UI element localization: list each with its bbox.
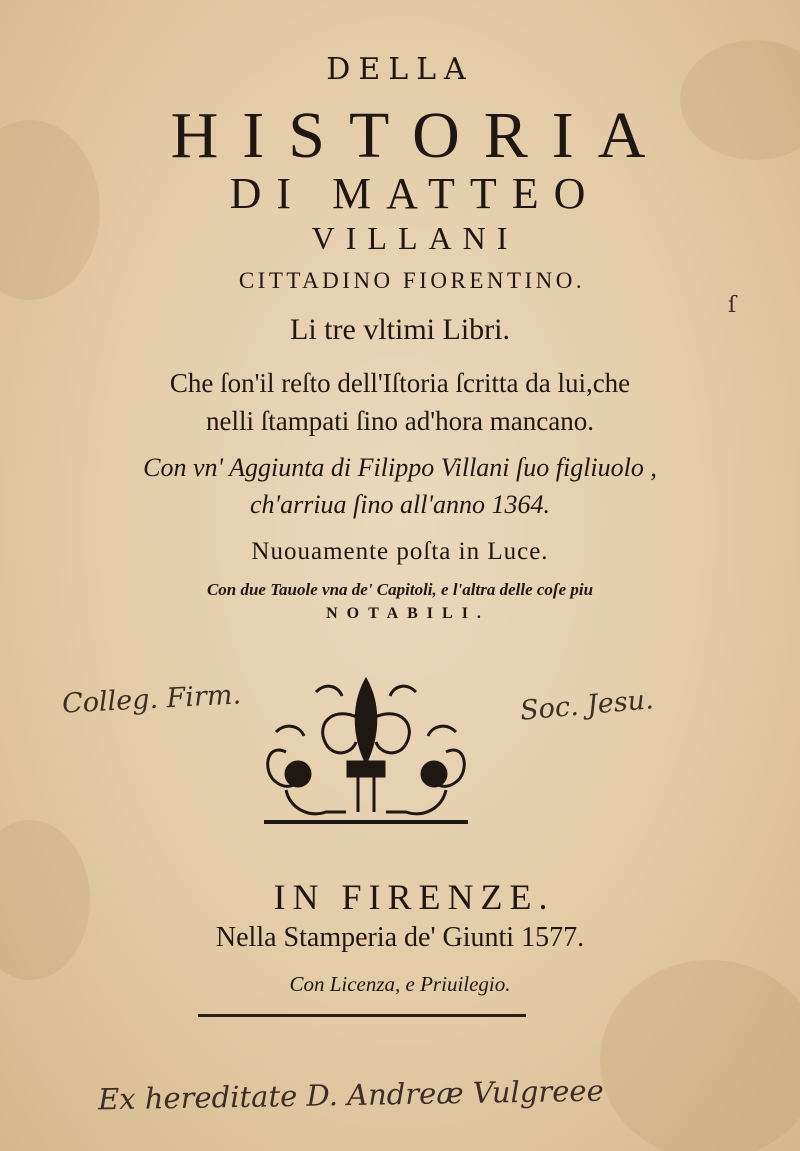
printers-device-ornament (256, 662, 476, 832)
margin-mark: ſ (728, 293, 737, 318)
tables-line-1: Con due Tauole vna de' Capitoli, e l'altra delle coſe piu (206, 580, 594, 599)
description-line-2: nelli ſtampati ſino ad'hora mancano. (206, 406, 594, 436)
imprint-place: IN FIRENZE. (273, 877, 555, 917)
title-della: DELLA (326, 52, 474, 87)
handwritten-note-left: Colleg. Firm. (61, 679, 242, 720)
title-citizen: CITTADINO FIORENTINO. (238, 268, 586, 293)
subtitle-books: Li tre vltimi Libri. (290, 313, 510, 346)
handwritten-note-right: Soc. Jesu. (518, 684, 655, 727)
decorative-rule (198, 1014, 526, 1017)
handwritten-provenance: Ex hereditate D. Andreæ Vulgreee (97, 1073, 604, 1117)
addition-line-2: ch'arriua ſino all'anno 1364. (249, 490, 550, 519)
description-line-1: Che ſon'il reſto dell'Iſtoria ſcritta da lui,che (169, 368, 631, 398)
title-author-first: DI MATTEO (229, 169, 601, 218)
title-historia: HISTORIA (170, 99, 670, 172)
addition-line-1: Con vn' Aggiunta di Filippo Villani ſuo figliuolo , (143, 453, 657, 482)
privilege-line: Con Licenza, e Priuilegio. (289, 972, 511, 996)
imprint-printer: Nella Stamperia de' Giunti 1577. (215, 922, 585, 953)
tables-line-2: NOTABILI. (326, 605, 490, 622)
title-author-last: VILLANI (311, 220, 519, 256)
new-edition-line: Nuouamente poſta in Luce. (251, 538, 549, 565)
